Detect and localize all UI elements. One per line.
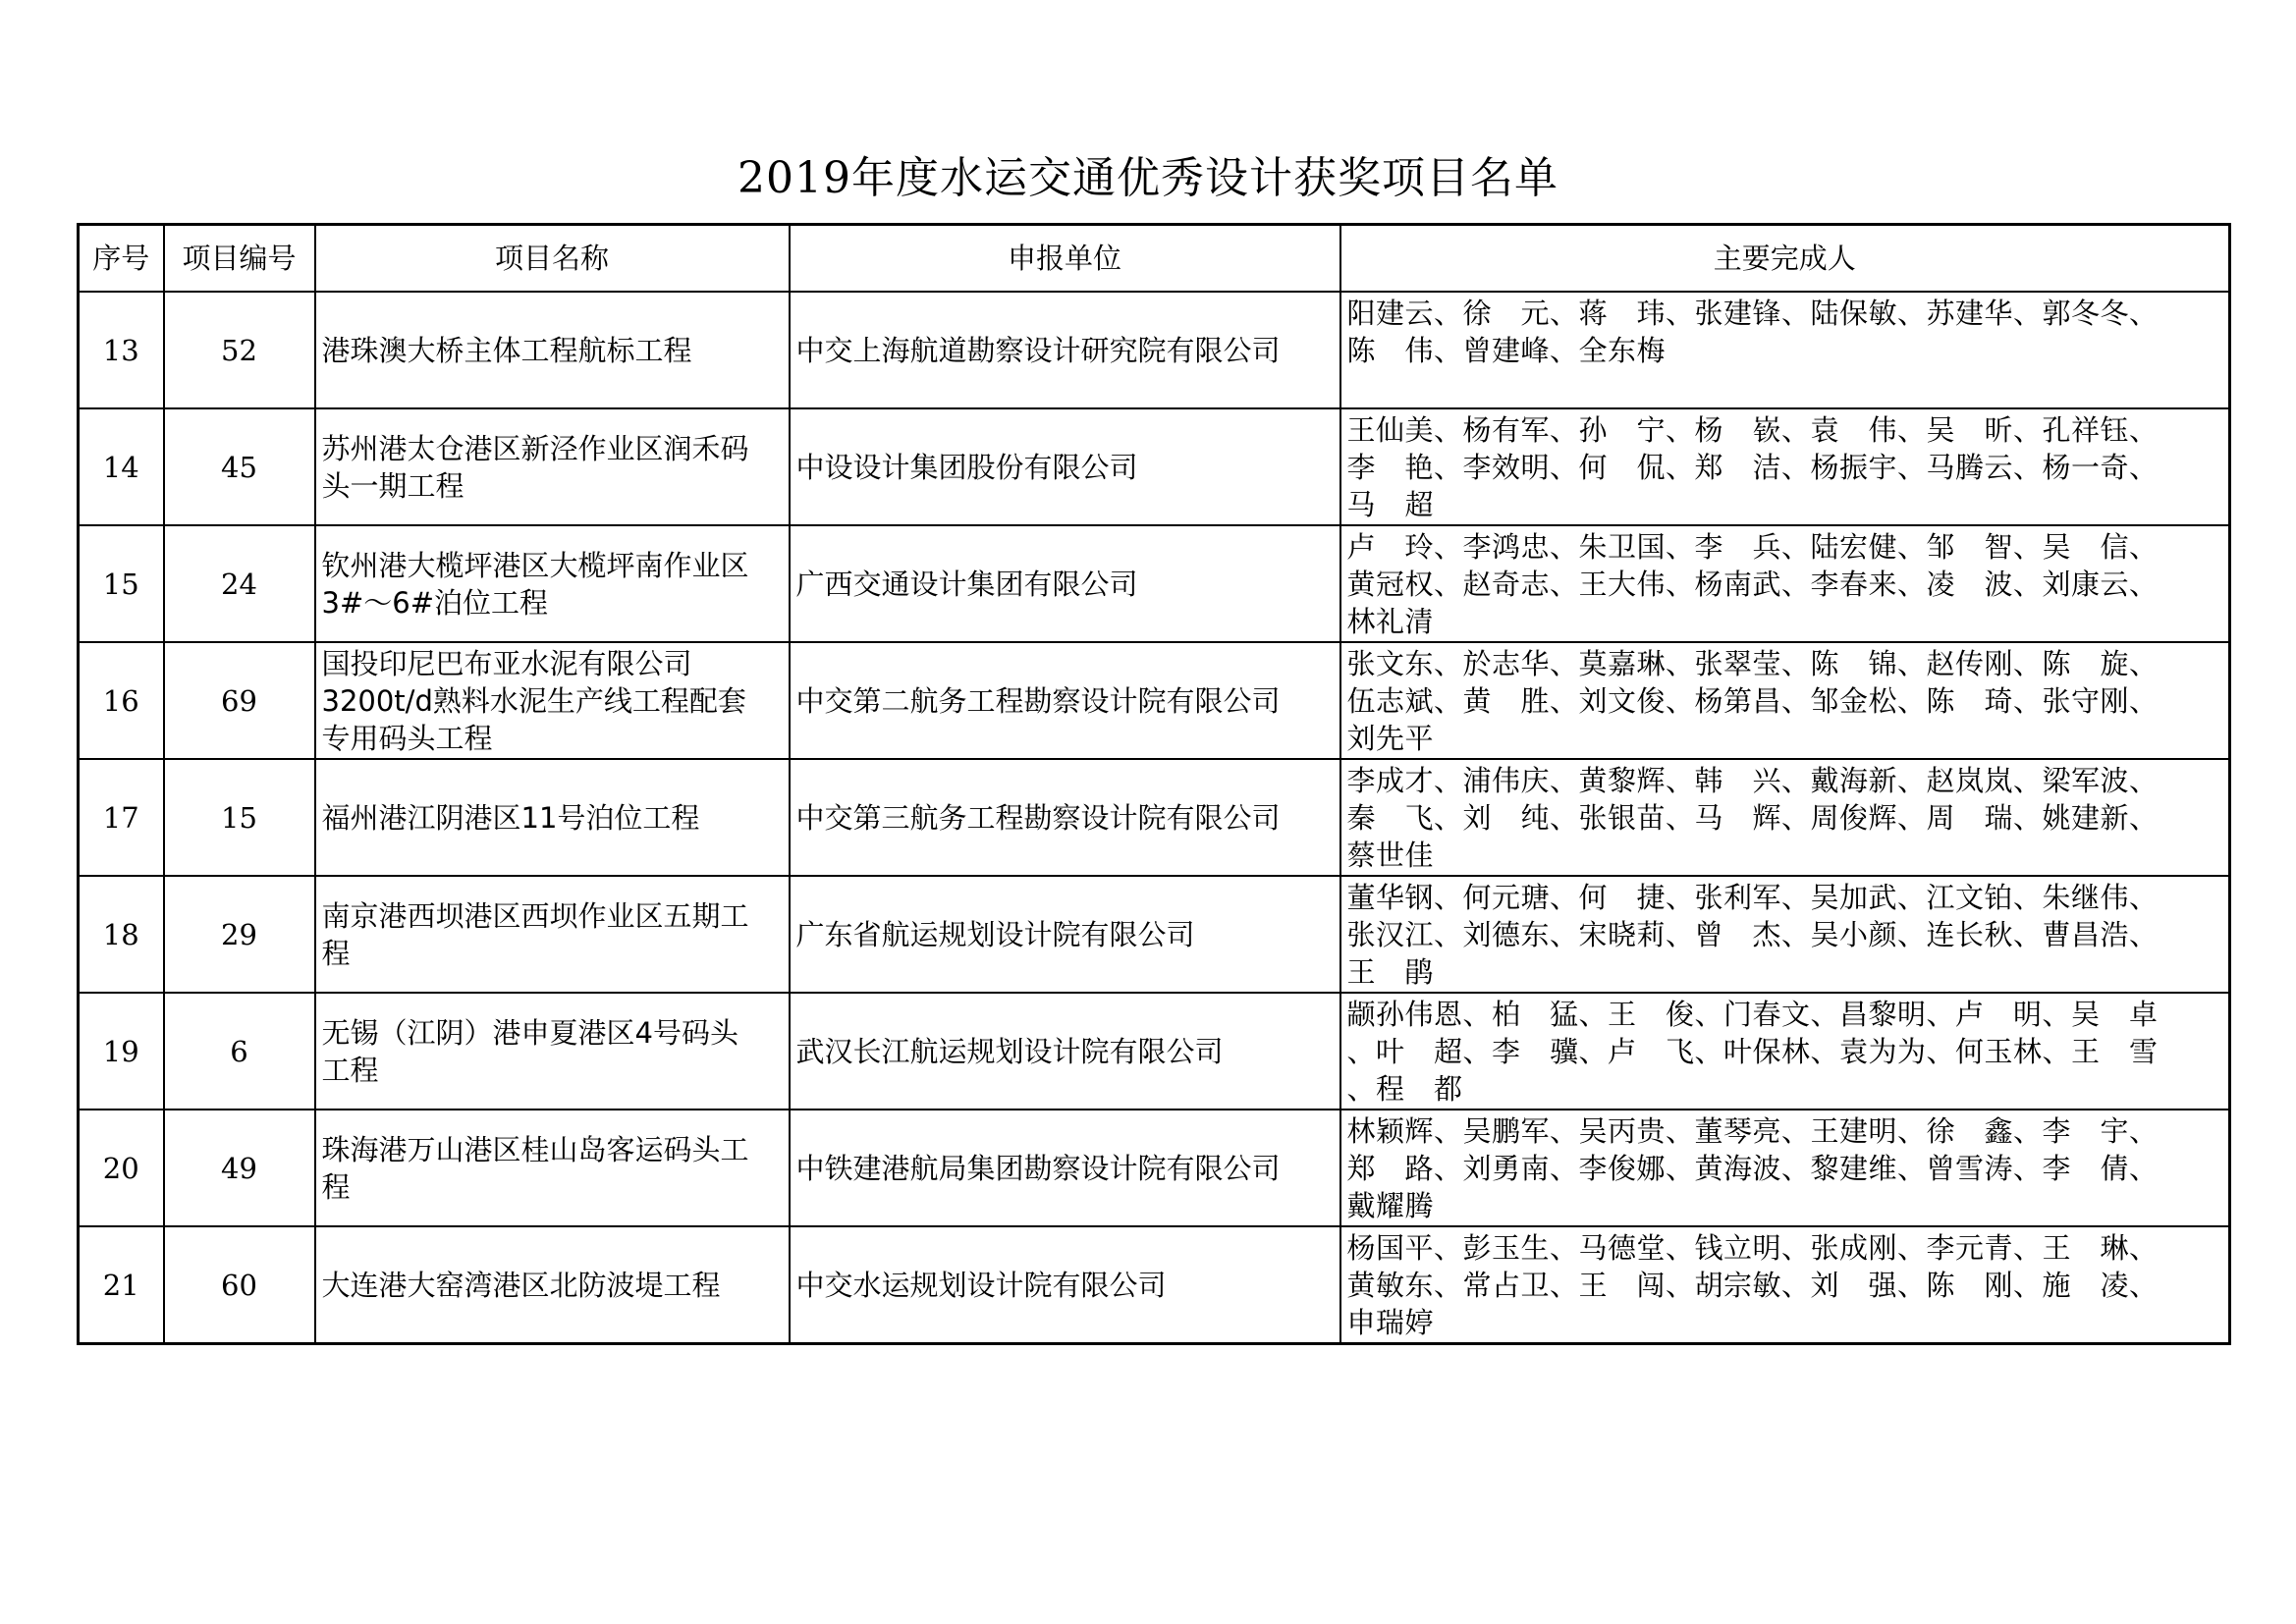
project-name-line: 南京港西坝港区西坝作业区五期工 <box>321 898 749 933</box>
cell-main-contributors <box>1340 993 2230 1110</box>
contributors-line: 蔡世佳 <box>1346 839 1435 872</box>
table-row <box>79 993 2230 1110</box>
project-name-line: 3#～6#泊位工程 <box>321 585 548 620</box>
project-name-line: 港珠澳大桥主体工程航标工程 <box>321 333 692 367</box>
cell-project-code: 45 <box>164 408 315 525</box>
cell-project-code: 29 <box>164 876 315 993</box>
contributors-line: 林礼清 <box>1346 605 1435 638</box>
table-row <box>79 1110 2230 1226</box>
cell-applicant-unit: 中铁建港航局集团勘察设计院有限公司 <box>790 1110 1340 1226</box>
cell-seq: 21 <box>79 1226 164 1344</box>
table-row <box>79 759 2230 876</box>
cell-applicant-unit: 中交水运规划设计院有限公司 <box>790 1226 1340 1344</box>
contributors-line: 李 艳、李效明、何 侃、郑 洁、杨振宇、马腾云、杨一奇、 <box>1346 451 2159 484</box>
contributors-line: 王 鹃 <box>1346 955 1435 989</box>
table-row <box>79 408 2230 525</box>
contributors-line: 、程 都 <box>1346 1072 1463 1106</box>
cell-project-code: 24 <box>164 525 315 642</box>
cell-main-contributors <box>1340 408 2230 525</box>
cell-project-code: 69 <box>164 642 315 759</box>
contributors-line: 卢 玲、李鸿忠、朱卫国、李 兵、陆宏健、邹 智、吴 信、 <box>1346 530 2159 564</box>
project-name-line: 头一期工程 <box>321 468 465 503</box>
contributors-line: 秦 飞、刘 纯、张银苗、马 辉、周俊辉、周 瑞、姚建新、 <box>1346 801 2159 835</box>
cell-applicant-unit: 中交上海航道勘察设计研究院有限公司 <box>790 292 1340 408</box>
contributors-line: 杨国平、彭玉生、马德堂、钱立明、张成刚、李元青、王 琳、 <box>1346 1231 2159 1265</box>
project-name-line: 珠海港万山港区桂山岛客运码头工 <box>321 1132 749 1166</box>
contributors-line: 林颖辉、吴鹏军、吴丙贵、董琴亮、王建明、徐 鑫、李 宇、 <box>1346 1114 2159 1148</box>
header-seq: 序号 <box>79 225 164 293</box>
cell-project-name <box>315 292 790 408</box>
cell-applicant-unit: 中交第二航务工程勘察设计院有限公司 <box>790 642 1340 759</box>
project-name-line: 程 <box>321 936 351 970</box>
cell-main-contributors <box>1340 1110 2230 1226</box>
cell-project-code: 60 <box>164 1226 315 1344</box>
project-name-line: 福州港江阴港区11号泊位工程 <box>321 800 700 835</box>
project-name-line: 国投印尼巴布亚水泥有限公司 <box>321 646 692 680</box>
cell-seq: 16 <box>79 642 164 759</box>
cell-project-name <box>315 1226 790 1344</box>
header-unit: 申报单位 <box>790 225 1340 293</box>
cell-project-name <box>315 759 790 876</box>
contributors-line: 阳建云、徐 元、蒋 玮、张建锋、陆保敏、苏建华、郭冬冬、 <box>1346 297 2159 330</box>
cell-project-name <box>315 993 790 1110</box>
contributors-line: 颛孙伟恩、柏 猛、王 俊、门春文、昌黎明、卢 明、吴 卓 <box>1346 998 2159 1031</box>
contributors-line: 刘先平 <box>1346 722 1435 755</box>
contributors-line: 戴耀腾 <box>1346 1189 1435 1222</box>
cell-project-name <box>315 876 790 993</box>
cell-main-contributors <box>1340 1226 2230 1344</box>
cell-seq: 19 <box>79 993 164 1110</box>
cell-applicant-unit: 广西交通设计集团有限公司 <box>790 525 1340 642</box>
table-row <box>79 292 2230 408</box>
header-people: 主要完成人 <box>1340 225 2230 293</box>
cell-seq: 20 <box>79 1110 164 1226</box>
cell-seq: 17 <box>79 759 164 876</box>
contributors-line: 申瑞婷 <box>1346 1306 1435 1339</box>
cell-project-code: 52 <box>164 292 315 408</box>
project-name-line: 钦州港大榄坪港区大榄坪南作业区 <box>321 548 749 582</box>
project-name-line: 程 <box>321 1169 351 1204</box>
contributors-line: 张文东、於志华、莫嘉琳、张翠莹、陈 锦、赵传刚、陈 旋、 <box>1346 647 2159 680</box>
contributors-line: 黄冠权、赵奇志、王大伟、杨南武、李春来、凌 波、刘康云、 <box>1346 568 2159 601</box>
cell-main-contributors <box>1340 876 2230 993</box>
table-row <box>79 1226 2230 1344</box>
project-name-line: 苏州港太仓港区新泾作业区润禾码 <box>321 431 749 465</box>
contributors-line: 王仙美、杨有军、孙 宁、杨 嵚、袁 伟、吴 昕、孔祥钰、 <box>1346 413 2159 447</box>
cell-seq: 14 <box>79 408 164 525</box>
cell-project-code: 49 <box>164 1110 315 1226</box>
cell-project-name <box>315 1110 790 1226</box>
cell-applicant-unit: 中设设计集团股份有限公司 <box>790 408 1340 525</box>
cell-seq: 13 <box>79 292 164 408</box>
cell-main-contributors <box>1340 292 2230 408</box>
header-code: 项目编号 <box>164 225 315 293</box>
contributors-line: 、叶 超、李 骥、卢 飞、叶保林、袁为为、何玉林、王 雪 <box>1346 1035 2159 1068</box>
contributors-line: 伍志斌、黄 胜、刘文俊、杨第昌、邹金松、陈 琦、张守刚、 <box>1346 684 2159 718</box>
table-header-row <box>79 225 2230 293</box>
table-body <box>79 292 2230 1344</box>
cell-project-name <box>315 642 790 759</box>
award-table <box>77 223 2231 1345</box>
table-row <box>79 525 2230 642</box>
project-name-line: 专用码头工程 <box>321 721 493 755</box>
cell-main-contributors <box>1340 642 2230 759</box>
project-name-line: 工程 <box>321 1053 379 1087</box>
cell-main-contributors <box>1340 525 2230 642</box>
header-name: 项目名称 <box>315 225 790 293</box>
cell-project-name <box>315 525 790 642</box>
cell-applicant-unit: 中交第三航务工程勘察设计院有限公司 <box>790 759 1340 876</box>
cell-applicant-unit: 武汉长江航运规划设计院有限公司 <box>790 993 1340 1110</box>
project-name-line: 无锡（江阴）港申夏港区4号码头 <box>321 1015 738 1050</box>
cell-project-code: 6 <box>164 993 315 1110</box>
contributors-line: 张汉江、刘德东、宋晓莉、曾 杰、吴小颜、连长秋、曹昌浩、 <box>1346 918 2159 951</box>
cell-seq: 15 <box>79 525 164 642</box>
page-title: 2019年度水运交通优秀设计获奖项目名单 <box>738 153 1558 203</box>
cell-project-name <box>315 408 790 525</box>
contributors-line: 郑 路、刘勇南、李俊娜、黄海波、黎建维、曾雪涛、李 倩、 <box>1346 1152 2159 1185</box>
table-row <box>79 876 2230 993</box>
cell-main-contributors <box>1340 759 2230 876</box>
project-name-line: 大连港大窑湾港区北防波堤工程 <box>321 1268 721 1302</box>
contributors-line: 李成才、浦伟庆、黄黎辉、韩 兴、戴海新、赵岚岚、梁军波、 <box>1346 764 2159 797</box>
table-row <box>79 642 2230 759</box>
cell-applicant-unit: 广东省航运规划设计院有限公司 <box>790 876 1340 993</box>
project-name-line: 3200t/d熟料水泥生产线工程配套 <box>321 683 746 718</box>
cell-project-code: 15 <box>164 759 315 876</box>
contributors-line: 黄敏东、常占卫、王 闯、胡宗敏、刘 强、陈 刚、施 凌、 <box>1346 1269 2159 1302</box>
contributors-line: 陈 伟、曾建峰、全东梅 <box>1346 334 1667 367</box>
cell-seq: 18 <box>79 876 164 993</box>
contributors-line: 马 超 <box>1346 488 1435 521</box>
contributors-line: 董华钢、何元瑭、何 捷、张利军、吴加武、江文铂、朱继伟、 <box>1346 881 2159 914</box>
